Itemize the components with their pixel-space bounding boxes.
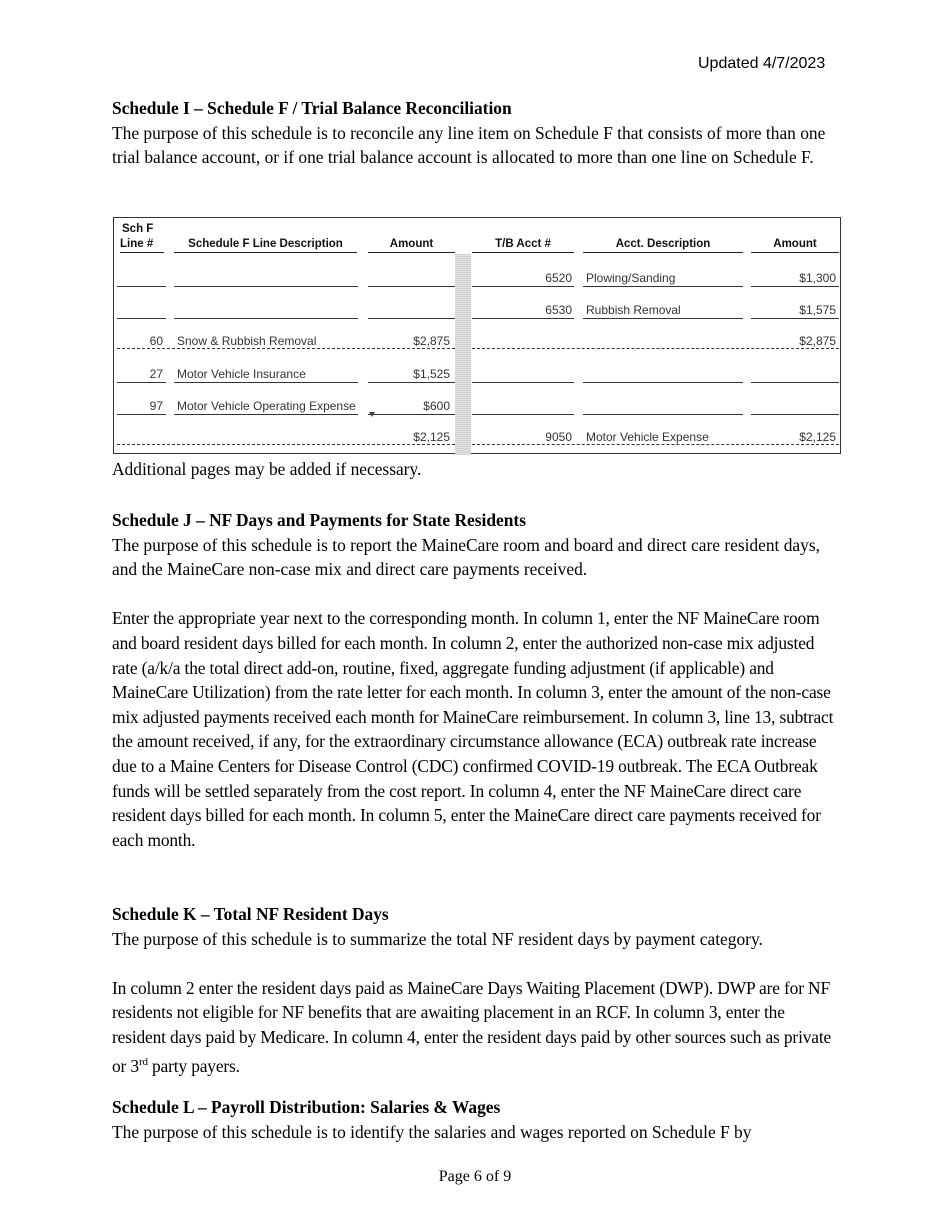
schedule-i-section bbox=[112, 96, 842, 170]
cell-amount-2: $1,575 bbox=[799, 303, 836, 317]
cell-amount-2: $1,300 bbox=[799, 271, 836, 285]
page-number: Page 6 of 9 bbox=[438, 1168, 512, 1185]
schedule-k-title: Schedule K – Total NF Resident Days bbox=[112, 904, 389, 924]
cell-line: 97 bbox=[149, 399, 163, 413]
schedule-l-title: Schedule L – Payroll Distribution: Salaries & Wages bbox=[112, 1097, 501, 1117]
reconciliation-table bbox=[113, 217, 841, 454]
cell-amount: $600 bbox=[423, 399, 450, 413]
separator-column bbox=[455, 254, 471, 455]
header-tb-acct: T/B Acct # bbox=[472, 237, 574, 253]
cell-amount: $1,525 bbox=[413, 367, 450, 381]
schedule-k-instructions: In column 2 enter the resident days paid as MaineCare Days Waiting Placement (DWP). DWP are for NF residents not eligible for NF benefits that are awaiting placement in an RCF. In column 3, enter the resident days paid by Medicare. In column 4, enter the resident days paid by other sources such as private or 3rd party payers. bbox=[112, 977, 832, 1076]
schedule-j-instructions: Enter the appropriate year next to the corresponding month. In column 1, enter the NF MaineCare room and board resident days billed for each month. In column 2, enter the authorized non-case mix adjusted rate (a/k/a the total direct add-on, routine, fixed, aggregate funding adjustment (if applicable) and MaineCare Utilization) from the rate letter for each month. In column 3, enter the amount of the non-case mix adjusted payments received each month for MaineCare reimbursement. In column 3, line 13, subtract the amount received, if any, for the extraordinary circumstance allowance (ECA) outbreak rate increase due to a Maine Centers for Disease Control (CDC) confirmed COVID-19 outbreak. The ECA Outbreak funds will be settled separately from the cost report. In column 4, enter the NF MaineCare direct care resident days billed for each month. In column 5, enter the MaineCare direct care payments received for each month. bbox=[112, 608, 834, 850]
schedule-i-title: Schedule I – Schedule F / Trial Balance Reconciliation bbox=[112, 98, 512, 118]
cell-description: Snow & Rubbish Removal bbox=[177, 334, 317, 348]
header-description: Schedule F Line Description bbox=[174, 237, 357, 253]
header-amount-2: Amount bbox=[751, 237, 839, 253]
schedule-l-text: The purpose of this schedule is to identify the salaries and wages reported on Schedule F by bbox=[112, 1121, 752, 1142]
header-acct-description: Acct. Description bbox=[583, 237, 743, 253]
schedule-k-section bbox=[112, 902, 842, 1078]
schedule-l-section bbox=[112, 1095, 842, 1144]
schedule-i-text: The purpose of this schedule is to reconcile any line item on Schedule F that consists of more than one trial balance account, or if one trial balance account is allocated to more than one line on Schedule F. bbox=[112, 122, 826, 168]
cell-acct-description: Plowing/Sanding bbox=[586, 271, 676, 285]
cell-description: Motor Vehicle Insurance bbox=[177, 367, 306, 381]
schedule-j-intro: The purpose of this schedule is to report the MaineCare room and board and direct care resident days, and the MaineCare non-case mix and direct care payments received. bbox=[112, 534, 820, 580]
link-arrow-icon bbox=[369, 412, 375, 417]
cell-line: 27 bbox=[149, 367, 163, 381]
cell-amount: $2,875 bbox=[413, 334, 450, 348]
schedule-j-title: Schedule J – NF Days and Payments for State Residents bbox=[112, 510, 526, 530]
cell-tb-acct: 6520 bbox=[545, 271, 572, 285]
cell-description: Motor Vehicle Operating Expense bbox=[177, 399, 356, 413]
table-note: Additional pages may be added if necessary. bbox=[112, 459, 422, 479]
updated-date: Updated 4/7/2023 bbox=[698, 55, 826, 72]
cell-amount-2: $2,875 bbox=[799, 334, 836, 348]
schedule-j-section bbox=[112, 508, 842, 852]
cell-acct-description: Motor Vehicle Expense bbox=[586, 430, 709, 444]
schedule-k-intro: The purpose of this schedule is to summarize the total NF resident days by payment category. bbox=[112, 928, 763, 949]
cell-line: 60 bbox=[149, 334, 163, 348]
cell-tb-acct: 6530 bbox=[545, 303, 572, 317]
cell-acct-description: Rubbish Removal bbox=[586, 303, 681, 317]
cell-amount: $2,125 bbox=[413, 430, 450, 444]
cell-tb-acct: 9050 bbox=[545, 430, 572, 444]
header-sch-f: Sch F bbox=[122, 223, 154, 235]
header-line: Line # bbox=[120, 237, 164, 253]
cell-amount-2: $2,125 bbox=[799, 430, 836, 444]
header-amount: Amount bbox=[368, 237, 455, 253]
